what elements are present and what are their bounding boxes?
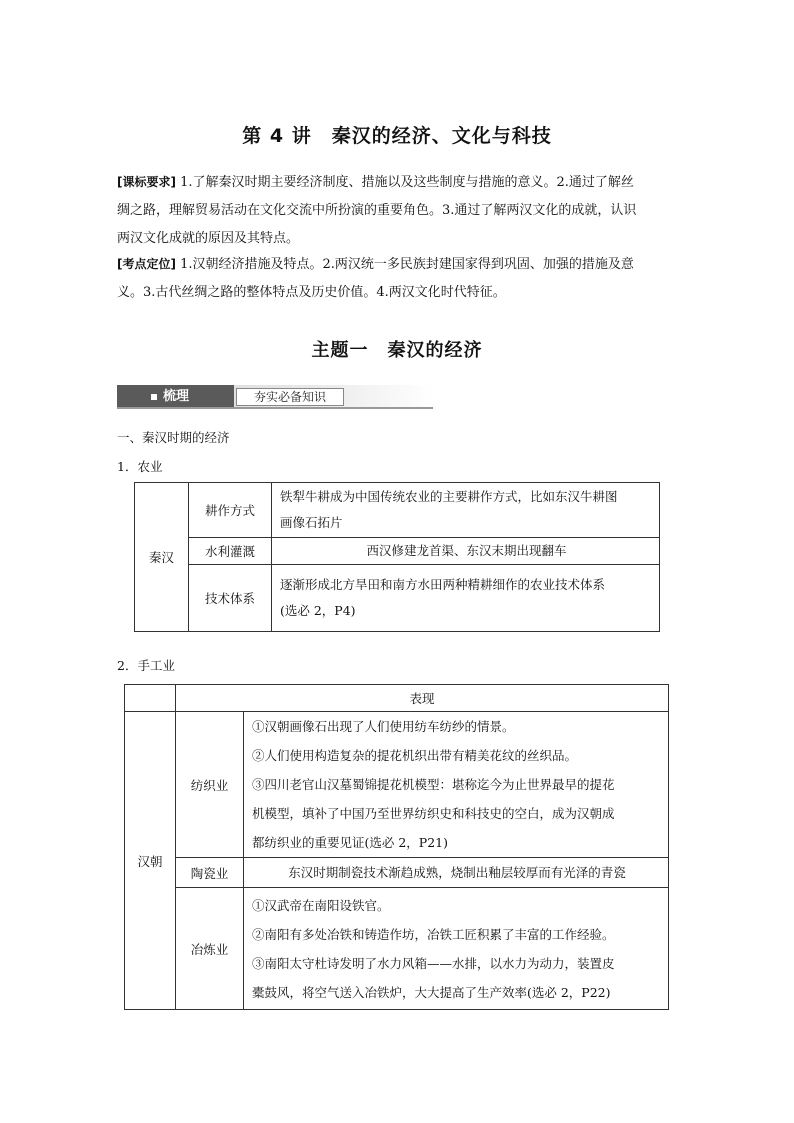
curriculum-line: 绸之路，理解贸易活动在文化交流中所扮演的重要角色。3.通过了解两汉文化的成就，认识 <box>117 203 637 218</box>
table-row <box>125 858 669 888</box>
table-row <box>135 483 660 538</box>
section-bar <box>117 385 433 409</box>
agriculture-heading: 1．农业 <box>117 459 163 474</box>
section-bar-label: 梳理 <box>163 389 190 404</box>
topic-title: 主题一 秦汉的经济 <box>311 340 483 361</box>
row-label: 冶炼业 <box>176 888 244 1010</box>
curriculum-requirements <box>117 168 683 253</box>
exam-focus-line: 义。3.古代丝绸之路的整体特点及历史价值。4.两汉文化时代特征。 <box>117 285 506 300</box>
row-label: 水利灌溉 <box>189 538 272 565</box>
era-cell: 秦汉 <box>135 483 189 632</box>
row-content: 西汉修建龙首渠、东汉末期出现翻车 <box>272 538 660 565</box>
section-heading: 一、秦汉时期的经济 <box>117 430 230 445</box>
row-content: ①汉朝画像石出现了人们使用纺车纺纱的情景。 ②人们使用构造复杂的提花机织出带有精美花纹的丝织品。 ③四川老官山汉墓蜀锦提花机模型：堪称迄今为止世界最早的提花 机模型，填补了中国乃至世界纺织史和科技史的空白，成为汉朝成 都纺织业的重要见证(选必 2，P21) <box>244 712 669 858</box>
section-bar-label-block <box>117 385 234 409</box>
row-content: 东汉时期制瓷技术渐趋成熟，烧制出釉层较厚而有光泽的青瓷 <box>244 858 669 888</box>
curriculum-line: 两汉文化成就的原因及其特点。 <box>117 231 300 246</box>
page-title: 第 4 讲 秦汉的经济、文化与科技 <box>242 125 552 147</box>
table-row <box>125 712 669 858</box>
era-cell: 汉朝 <box>125 712 176 1010</box>
curriculum-line: 1.了解秦汉时期主要经济制度、措施以及这些制度与措施的意义。2.通过了解丝 <box>180 175 634 190</box>
exam-focus-tag: [考点定位] <box>117 257 176 271</box>
section-bar-sublabel: 夯实必备知识 <box>236 388 344 406</box>
handicraft-heading: 2．手工业 <box>117 658 175 673</box>
row-content: 逐渐形成北方旱田和南方水田两种精耕细作的农业技术体系 (选必 2，P4) <box>272 565 660 632</box>
row-content: ①汉武帝在南阳设铁官。 ②南阳有多处冶铁和铸造作坊，冶铁工匠积累了丰富的工作经验。 ③南阳太守杜诗发明了水力风箱——水排，以水力为动力，装置皮 橐鼓风，将空气送入冶铁炉，大大提高了生产效率(选必 2，P22) <box>244 888 669 1010</box>
row-label: 陶瓷业 <box>176 858 244 888</box>
table-row <box>125 888 669 1010</box>
table-header-row <box>125 685 669 712</box>
square-bullet-icon <box>151 394 157 400</box>
curriculum-tag: [课标要求] <box>117 175 176 189</box>
section-bar-underline <box>117 407 433 409</box>
handicraft-table <box>124 684 669 1010</box>
row-label: 技术体系 <box>189 565 272 632</box>
exam-focus <box>117 250 683 307</box>
table-row <box>135 538 660 565</box>
table-row <box>135 565 660 632</box>
row-label: 耕作方式 <box>189 483 272 538</box>
column-header: 表现 <box>176 685 669 712</box>
row-content: 铁犁牛耕成为中国传统农业的主要耕作方式，比如东汉牛耕图 画像石拓片 <box>272 483 660 538</box>
row-label: 纺织业 <box>176 712 244 858</box>
exam-focus-line: 1.汉朝经济措施及特点。2.两汉统一多民族封建国家得到巩固、加强的措施及意 <box>180 257 634 272</box>
empty-header-cell <box>125 685 176 712</box>
agriculture-table <box>134 482 660 632</box>
